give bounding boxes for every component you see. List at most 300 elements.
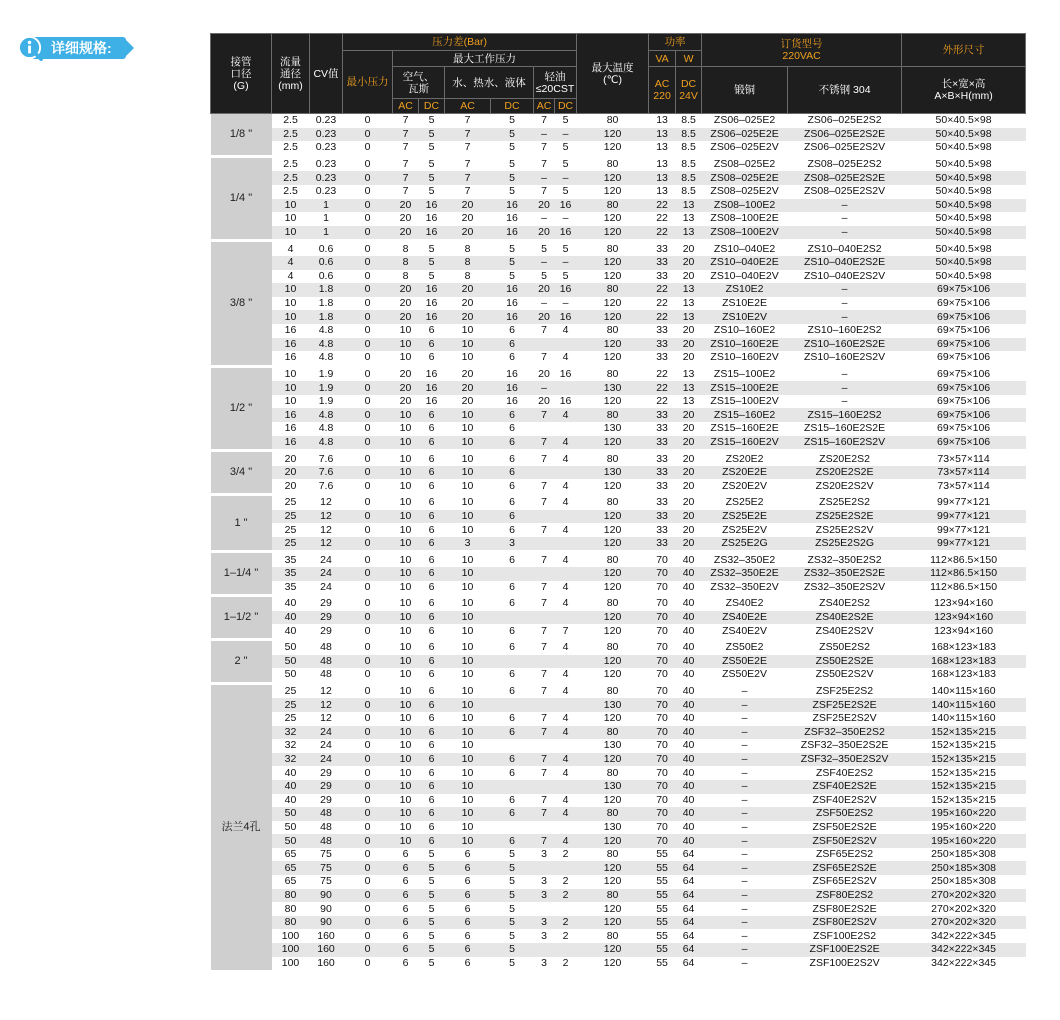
table-cell: 20 (399, 212, 412, 225)
table-cell: 48 (320, 668, 332, 681)
table-row (211, 807, 1026, 821)
table-cell: 7 (402, 141, 409, 154)
table-cell: 64 (676, 889, 702, 903)
table-cell: 20 (682, 422, 695, 435)
table-cell: ZSF32–350E2S2V (788, 753, 902, 767)
table-cell: 70 (649, 639, 676, 654)
table-cell: 7 (402, 114, 409, 127)
table-cell: ZS15–160E2 (702, 408, 788, 422)
table-cell: 70 (649, 726, 676, 740)
table-cell: 5 (509, 185, 515, 198)
table-cell: 0 (364, 956, 371, 969)
table-cell: ZS10–040E2V (710, 269, 779, 282)
table-cell: 5 (509, 141, 515, 154)
table-cell: ZS40E2S2V (815, 624, 874, 637)
table-cell: 6 (509, 324, 515, 337)
table-cell: 33 (656, 324, 668, 337)
table-cell: 120 (603, 351, 622, 364)
table-cell: 8 (445, 256, 491, 270)
table-cell: 40 (682, 580, 695, 593)
table-cell: 6 (393, 889, 419, 903)
table-cell: 7 (534, 639, 555, 654)
table-row (211, 537, 1026, 552)
header-max-working-pressure: 最大工作压力 (393, 51, 577, 67)
table-cell: 13 (682, 212, 695, 225)
table-cell: 6 (393, 916, 419, 930)
table-cell: 16 (555, 199, 577, 213)
table-cell: 6 (428, 422, 435, 435)
table-cell: 342×222×345 (931, 956, 996, 969)
table-cell: 4 (562, 523, 569, 536)
table-cell: 70 (649, 753, 676, 767)
table-cell: 32 (272, 726, 310, 740)
table-cell: 270×202×320 (931, 902, 996, 915)
table-cell: 4 (555, 408, 577, 422)
table-cell: 1.8 (310, 310, 343, 324)
table-cell: 120 (603, 523, 622, 536)
table-cell: 75 (320, 848, 332, 861)
table-row (211, 156, 1026, 171)
table-cell: 33 (649, 451, 676, 466)
table-cell: 6 (509, 668, 515, 681)
table-cell: 40 (676, 639, 702, 654)
table-cell: 13 (676, 381, 702, 395)
table-cell: 2.5 (283, 141, 298, 154)
table-cell: 10 (399, 324, 412, 337)
table-cell: ZSF25E2S2E (788, 698, 902, 712)
table-cell (491, 739, 534, 753)
table-cell: 6 (491, 726, 534, 740)
table-cell: 55 (656, 929, 668, 942)
table-cell: 5 (428, 141, 435, 154)
table-cell: 5 (509, 929, 515, 942)
table-cell: 0 (343, 726, 393, 740)
table-cell: 50×40.5×98 (902, 256, 1026, 270)
table-cell: 20 (399, 395, 412, 408)
table-cell: 20 (393, 310, 419, 324)
table-row (211, 848, 1026, 862)
table-row (211, 381, 1026, 395)
table-cell: ZS32–350E2 (702, 552, 788, 567)
table-cell: 75 (310, 861, 343, 875)
table-cell: 40 (676, 807, 702, 821)
table-cell: 10 (445, 495, 491, 510)
table-cell: ZS40E2 (702, 596, 788, 611)
table-cell: 22 (649, 381, 676, 395)
table-cell: 5 (509, 875, 515, 888)
table-cell: 120 (577, 655, 649, 669)
table-cell: 6 (428, 668, 435, 681)
table-cell: ZS15–160E2S2 (788, 408, 902, 422)
table-cell (534, 537, 555, 552)
table-cell: 7 (445, 171, 491, 185)
table-cell: 13 (682, 395, 695, 408)
table-cell: 130 (577, 466, 649, 480)
table-cell: – (534, 381, 555, 395)
table-cell: 16 (284, 351, 297, 364)
table-cell: 0.23 (315, 114, 337, 127)
table-cell: 7 (541, 668, 547, 681)
table-cell (534, 698, 555, 712)
table-cell: 90 (320, 902, 332, 915)
table-cell: 33 (649, 408, 676, 422)
table-cell: ZS20E2V (722, 479, 768, 492)
table-cell: 65 (272, 861, 310, 875)
table-row (211, 408, 1026, 422)
table-cell: 20 (534, 310, 555, 324)
table-cell: 4.8 (310, 436, 343, 451)
table-cell: 6 (419, 698, 445, 712)
header-ac220: AC 220 (649, 67, 676, 114)
table-cell: 20 (534, 226, 555, 241)
table-cell (534, 611, 555, 625)
table-cell: ZS32–350E2V (710, 580, 779, 593)
table-cell: 3 (534, 889, 555, 903)
table-cell: 10 (272, 283, 310, 297)
table-cell: ZS10–040E2S2E (788, 256, 902, 270)
table-cell: 0 (364, 422, 371, 435)
table-cell: 6 (491, 596, 534, 611)
header-stainless: 不锈钢 304 (788, 67, 902, 114)
table-cell: 80 (577, 596, 649, 611)
table-cell: 0 (343, 199, 393, 213)
table-cell: 2 (562, 929, 569, 942)
table-cell: 10 (445, 567, 491, 581)
table-row (211, 451, 1026, 466)
table-cell: 0.23 (310, 156, 343, 171)
table-cell: 0 (343, 780, 393, 794)
table-cell: 20 (676, 510, 702, 524)
table-cell: 5 (428, 114, 435, 127)
table-cell: 4 (562, 712, 569, 725)
table-cell: 0 (364, 351, 371, 364)
table-cell: 25 (284, 523, 297, 536)
table-cell: 80 (606, 848, 619, 861)
header-pressure-diff: 压力差(Bar) (343, 34, 577, 51)
table-cell: 6 (464, 875, 471, 888)
table-cell: 6 (419, 655, 445, 669)
table-row (211, 199, 1026, 213)
table-cell (555, 943, 577, 957)
table-cell: 7 (541, 114, 547, 127)
table-cell: 5 (491, 156, 534, 171)
table-cell: 10 (393, 451, 419, 466)
table-cell: 20 (272, 466, 310, 480)
header-va: VA (649, 51, 676, 67)
table-cell: ZS08–100E2E (710, 212, 779, 225)
table-row (211, 141, 1026, 156)
table-cell: 25 (272, 495, 310, 510)
table-cell: ZS40E2V (722, 624, 768, 637)
table-cell: 5 (491, 861, 534, 875)
table-cell: ZS25E2S2 (788, 495, 902, 510)
table-cell (555, 422, 577, 436)
table-cell: 10 (461, 793, 474, 806)
table-row (211, 324, 1026, 338)
table-cell: 5 (562, 269, 569, 282)
table-cell: ZS08–100E2V (702, 226, 788, 241)
header-dc: DC (419, 99, 445, 114)
table-cell (555, 821, 577, 835)
table-cell: – (841, 212, 848, 225)
table-cell: ZS08–025E2S2E (788, 171, 902, 185)
table-cell: 0.23 (310, 171, 343, 185)
table-cell: 6 (491, 753, 534, 767)
table-cell: 0 (364, 395, 371, 408)
table-cell: 8.5 (681, 185, 696, 198)
table-cell: 10 (461, 351, 474, 364)
table-cell: 16 (506, 395, 518, 408)
table-cell: 16 (419, 366, 445, 381)
table-cell: 0 (364, 793, 371, 806)
table-cell: 6 (419, 780, 445, 794)
table-cell: 10 (393, 596, 419, 611)
table-cell: 1.9 (318, 395, 334, 408)
table-row (211, 889, 1026, 903)
table-cell: 10 (393, 567, 419, 581)
table-cell: 32 (284, 739, 297, 752)
table-cell: 0.6 (318, 269, 334, 282)
connection-size-cell: 1/2 " (211, 366, 272, 451)
table-cell: 0 (364, 114, 371, 127)
table-cell: 2.5 (272, 156, 310, 171)
table-cell: 0 (364, 668, 371, 681)
table-cell: 48 (310, 655, 343, 669)
table-cell: 123×94×160 (934, 624, 994, 637)
table-cell (534, 655, 555, 669)
table-cell: 4 (562, 793, 569, 806)
table-cell: 7 (393, 156, 419, 171)
table-cell: 5 (491, 916, 534, 930)
table-cell: 29 (320, 624, 332, 637)
table-cell: 130 (577, 698, 649, 712)
table-cell: 0 (343, 943, 393, 957)
table-cell: 48 (320, 820, 332, 833)
table-row (211, 753, 1026, 767)
table-cell: 120 (577, 834, 649, 848)
table-cell: 20 (461, 212, 474, 225)
table-cell: 6 (419, 596, 445, 611)
table-cell: ZS10–160E2V (710, 351, 779, 364)
table-cell: 5 (509, 902, 515, 915)
table-cell: 70 (656, 820, 668, 833)
table-cell: 80 (606, 929, 619, 942)
header-bore: 流量 通径 (mm) (272, 34, 310, 114)
table-cell: 5 (491, 241, 534, 256)
table-cell: ZS25E2S2G (788, 537, 902, 552)
table-cell: 0 (343, 611, 393, 625)
table-cell: 80 (606, 114, 619, 127)
table-cell: 5 (428, 269, 435, 282)
table-cell (555, 655, 577, 669)
table-cell: 130 (577, 381, 649, 395)
table-cell: 70 (649, 834, 676, 848)
table-cell: 33 (656, 422, 668, 435)
table-cell: 10 (393, 495, 419, 510)
table-cell: 8.5 (676, 171, 702, 185)
table-cell: 16 (272, 338, 310, 352)
table-row (211, 726, 1026, 740)
table-cell: 25 (272, 683, 310, 698)
table-cell: 4 (555, 639, 577, 654)
table-cell: 6 (402, 848, 409, 861)
table-cell: 20 (445, 381, 491, 395)
table-cell: 80 (577, 495, 649, 510)
table-cell: 40 (272, 780, 310, 794)
table-cell: 6 (428, 324, 435, 337)
table-cell: 120 (603, 141, 622, 154)
table-cell: 0 (343, 655, 393, 669)
table-cell: – (534, 256, 555, 270)
table-cell: 20 (676, 436, 702, 451)
table-cell: 10 (393, 780, 419, 794)
table-cell: 2.5 (272, 171, 310, 185)
table-cell: 33 (656, 351, 668, 364)
table-cell: ZSF32–350E2S2 (788, 726, 902, 740)
table-cell: 4 (272, 241, 310, 256)
table-cell: 10 (445, 510, 491, 524)
table-cell: 7 (393, 171, 419, 185)
table-cell: 0 (343, 510, 393, 524)
table-cell: 20 (534, 283, 555, 297)
table-cell: – (702, 834, 788, 848)
table-cell (491, 567, 534, 581)
table-cell: 70 (649, 552, 676, 567)
table-cell: 10 (461, 580, 474, 593)
table-cell: 4.8 (318, 324, 334, 337)
table-cell: 7 (534, 156, 555, 171)
header-max-temp: 最大温度 (℃) (577, 34, 649, 114)
table-cell: ZS25E2S2V (815, 523, 874, 536)
table-cell: ZS20E2S2V (815, 479, 874, 492)
table-cell: 33 (649, 510, 676, 524)
table-cell: 4 (287, 269, 294, 282)
table-cell: 50 (272, 639, 310, 654)
badge-label: 详细规格: (33, 37, 126, 59)
table-cell: 3 (445, 537, 491, 552)
table-cell: 120 (603, 624, 622, 637)
table-cell: 6 (402, 875, 409, 888)
table-cell: 70 (656, 739, 668, 752)
table-cell: 1.8 (310, 283, 343, 297)
table-cell: 6 (428, 820, 435, 833)
table-cell: 0 (364, 297, 371, 310)
table-cell: 20 (676, 466, 702, 480)
table-cell: 7 (562, 624, 569, 637)
table-cell: 48 (310, 639, 343, 654)
table-cell: ZS25E2E (702, 510, 788, 524)
table-cell: 40 (676, 567, 702, 581)
table-cell: 5 (491, 943, 534, 957)
table-cell: 7 (402, 185, 409, 198)
table-cell: 5 (509, 956, 515, 969)
table-cell: 250×185×308 (931, 848, 996, 861)
table-cell: 10 (461, 523, 474, 536)
table-row (211, 114, 1026, 128)
table-cell: 0 (343, 683, 393, 698)
table-row (211, 957, 1026, 971)
table-cell: 80 (577, 199, 649, 213)
table-cell: 5 (428, 848, 435, 861)
table-cell: 70 (649, 611, 676, 625)
table-cell: 40 (682, 668, 695, 681)
table-cell: 0 (343, 861, 393, 875)
table-cell: 20 (399, 297, 412, 310)
table-cell: 10 (272, 381, 310, 395)
table-cell: 5 (562, 141, 569, 154)
table-cell: 0 (343, 283, 393, 297)
table-cell: 130 (603, 739, 622, 752)
table-cell: 6 (393, 943, 419, 957)
table-cell: 55 (656, 848, 668, 861)
table-cell: 6 (419, 436, 445, 451)
table-cell: 40 (676, 834, 702, 848)
table-cell: – (788, 366, 902, 381)
table-cell: 5 (419, 156, 445, 171)
table-cell: 16 (419, 226, 445, 241)
table-cell: 10 (393, 552, 419, 567)
table-cell: 0 (343, 639, 393, 654)
table-cell: 48 (310, 834, 343, 848)
table-cell: 13 (676, 199, 702, 213)
table-cell: 29 (320, 793, 332, 806)
table-cell: 10 (445, 698, 491, 712)
table-cell: 99×77×121 (902, 495, 1026, 510)
table-cell: 10 (399, 668, 412, 681)
table-cell: 112×86.5×150 (902, 567, 1026, 581)
table-cell: 50×40.5×98 (935, 212, 992, 225)
table-cell: 69×75×106 (936, 351, 991, 364)
table-cell (555, 698, 577, 712)
table-cell: 22 (649, 366, 676, 381)
table-cell: ZS10–160E2S2E (788, 338, 902, 352)
table-cell: 0.6 (310, 241, 343, 256)
table-cell: 5 (491, 128, 534, 142)
table-cell: 16 (425, 395, 438, 408)
table-cell: ZS06–025E2S2V (803, 141, 886, 154)
table-cell: ZS06–025E2 (713, 114, 776, 127)
table-cell: 70 (656, 668, 668, 681)
connection-size-cell: 3/4 " (211, 451, 272, 495)
table-cell: 7 (534, 726, 555, 740)
table-cell: 4 (555, 834, 577, 848)
table-cell: 20 (445, 283, 491, 297)
table-cell: ZSF80E2S2V (788, 916, 902, 930)
table-cell: 2 (562, 956, 569, 969)
table-cell: 10 (461, 712, 474, 725)
table-cell: – (741, 712, 748, 725)
table-cell: 4 (555, 683, 577, 698)
table-cell: 6 (428, 523, 435, 536)
table-cell: 5 (419, 943, 445, 957)
table-cell: 152×135×215 (902, 726, 1026, 740)
table-cell: 20 (682, 324, 695, 337)
table-cell: 0 (343, 495, 393, 510)
table-cell: 32 (272, 753, 310, 767)
table-cell: 24 (310, 753, 343, 767)
table-cell: 6 (419, 466, 445, 480)
table-cell: 20 (393, 226, 419, 241)
table-cell: 10 (399, 479, 412, 492)
table-cell: 33 (649, 256, 676, 270)
table-cell: 16 (555, 226, 577, 241)
table-cell: 6 (428, 624, 435, 637)
table-cell (534, 466, 555, 480)
table-cell: 24 (310, 726, 343, 740)
table-cell: 4 (562, 479, 569, 492)
table-cell: 40 (682, 739, 695, 752)
table-cell: 120 (603, 580, 622, 593)
